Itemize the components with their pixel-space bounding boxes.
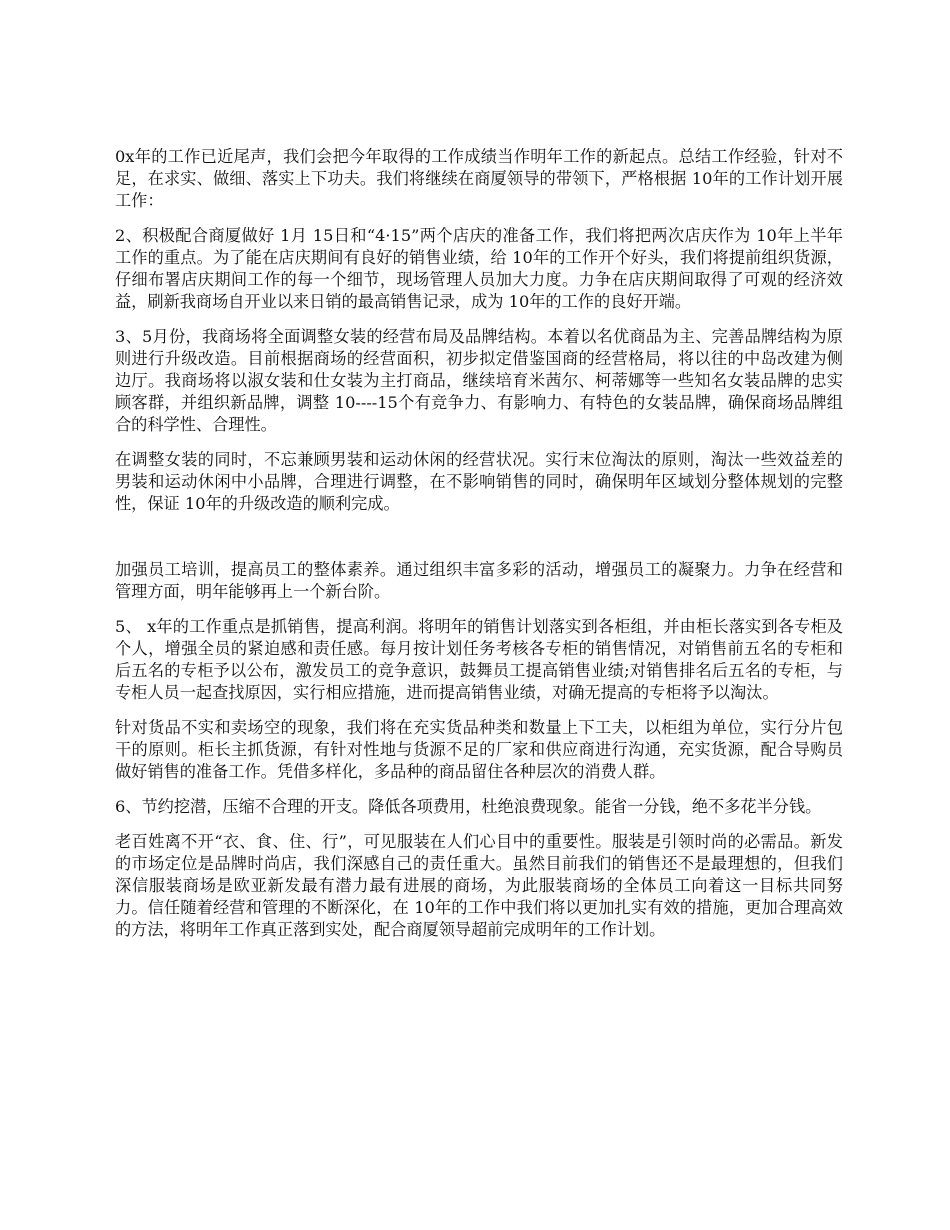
- paragraph-conclusion: 老百姓离不开“衣、食、住、行”，可见服装在人们心目中的重要性。服装是引领时尚的必需品。新发的市场定位是品牌时尚店，我们深感自己的责任重大。虽然目前我们的销售还不是最理想的，但我们深信服装商场是欧亚新发最有潜力最有进展的商场，为此服装商场的全体员工向着这一目标共同努力。信任随着经营和管理的不断深化，在 10年的工作中我们将以更加扎实有效的措施，更加合理高效的方法，将明年工作真正落到实处，配合商厦领导超前完成明年的工作计划。: [115, 832, 843, 939]
- paragraph-staff-training: 加强员工培训，提高员工的整体素养。通过组织丰富多彩的活动，增强员工的凝聚力。力争在经营和管理方面，明年能够再上一个新台阶。: [115, 560, 843, 601]
- document-body: [115, 146, 843, 954]
- paragraph-spacer: [115, 528, 843, 559]
- paragraph-intro: 0x年的工作已近尾声，我们会把今年取得的工作成绩当作明年工作的新起点。总结工作经验，针对不足，在求实、做细、落实上下功夫。我们将继续在商厦领导的带领下，严格根据 10年的工作计划开展工作：: [115, 147, 843, 210]
- paragraph-item-6-cost-saving: 6、节约挖潜，压缩不合理的开支。降低各项费用，杜绝浪费现象。能省一分钱，绝不多花半分钱。: [115, 797, 822, 816]
- paragraph-goods-supply: 针对货品不实和卖场空的现象，我们将在充实货品种类和数量上下工夫，以柜组为单位，实行分片包干的原则。柜长主抓货源，有针对性地与货源不足的厂家和供应商进行沟通，充实货源，配合导购员做好销售的准备工作。凭借多样化，多品种的商品留住各种层次的消费人群。: [115, 718, 843, 781]
- paragraph-item-5-sales-focus: 5、 x年的工作重点是抓销售，提高利润。将明年的销售计划落实到各柜组，并由柜长落实到各专柜及个人，增强全员的紧迫感和责任感。每月按计划任务考核各专柜的销售情况，对销售前五名的专柜和后五名的专柜予以公布，激发员工的竞争意识，鼓舞员工提高销售业绩;对销售排名后五名的专柜，与专柜人员一起查找原因，实行相应措施，进而提高销售业绩，对确无提高的专柜将予以淘汰。: [115, 617, 843, 702]
- paragraph-item-3-womenswear-adjustment: 3、5月份，我商场将全面调整女装的经营布局及品牌结构。本着以名优商品为主、完善品牌结构为原则进行升级改造。目前根据商场的经营面积，初步拟定借鉴国商的经营格局，将以往的中岛改建为侧边厅。我商场将以淑女装和仕女装为主打商品，继续培育米茜尔、柯蒂娜等一些知名女装品牌的忠实顾客群，并组织新品牌，调整 10----15个有竞争力、有影响力、有特色的女装品牌，确保商场品牌组合的科学性、合理性。: [115, 327, 843, 434]
- paragraph-item-2-store-anniversary: 2、积极配合商厦做好 1月 15日和“4·15”两个店庆的准备工作，我们将把两次店庆作为 10年上半年工作的重点。为了能在店庆期间有良好的销售业绩，给 10年的工作开个好头，我们将提前组织货源，仔细布署店庆期间工作的每一个细节，现场管理人员加大力度。力争在店庆期间取得了可观的经济效益，刷新我商场自开业以来日销的最高销售记录，成为 10年的工作的良好开端。: [115, 226, 843, 311]
- paragraph-menswear-sportswear: 在调整女装的同时，不忘兼顾男装和运动休闲的经营状况。实行末位淘汰的原则，淘汰一些效益差的男装和运动休闲中小品牌，合理进行调整，在不影响销售的同时，确保明年区域划分整体规划的完整性，保证 10年的升级改造的顺利完成。: [115, 450, 843, 513]
